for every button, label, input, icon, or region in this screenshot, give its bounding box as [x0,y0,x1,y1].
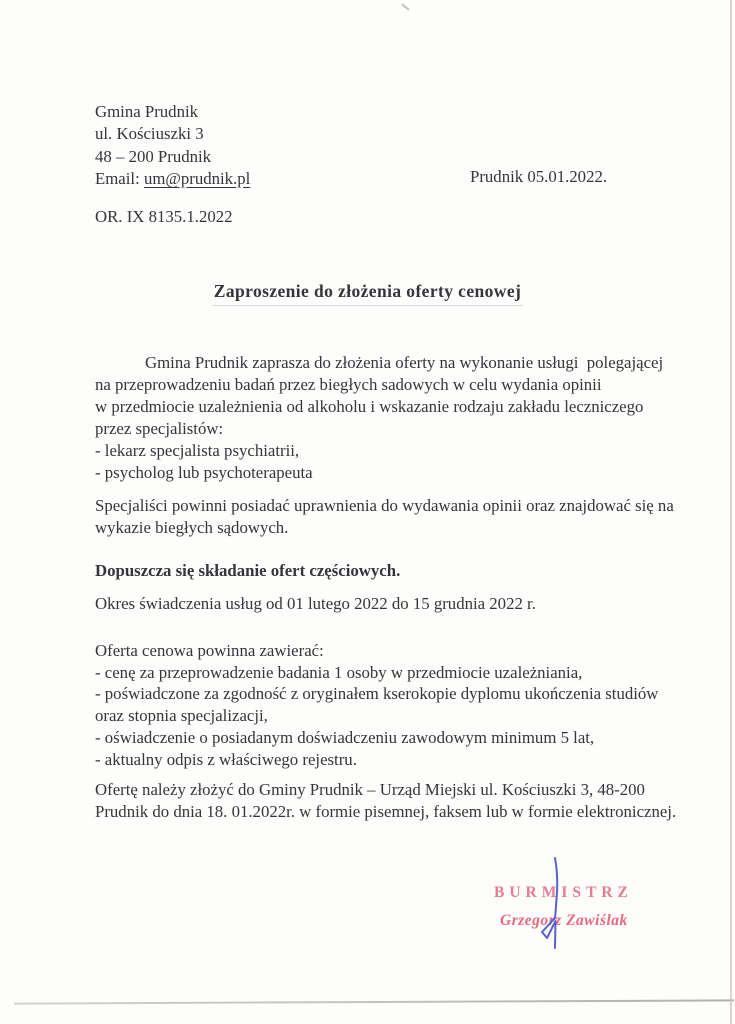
scan-artifact-bottom-edge [14,999,734,1004]
scan-artifact-right-edge [730,0,732,1024]
scan-artifact-tick [401,3,409,10]
stamp-role-title: BURMISTRZ [494,884,633,901]
list-item-specialist: - psycholog lub psychoterapeuta [95,463,313,482]
paragraph-line: Specjaliści powinni posiadać uprawnienia do wydawania opinii oraz znajdować się na [95,496,674,515]
sender-street: ul. Kościuszki 3 [95,124,204,144]
paragraph-line: Prudnik do dnia 18. 01.2022r. w formie pisemnej, faksem lub w formie elektronicznej. [95,802,677,822]
paragraph-submission [95,779,677,823]
reference-number: OR. IX 8135.1.2022 [95,207,233,226]
sender-address-block [95,101,250,190]
title-row [0,281,735,306]
pen-signature-stroke-icon [534,855,576,955]
paragraph-partial-offers [95,560,660,582]
document-title: Zaproszenie do złożenia oferty cenowej [212,281,523,306]
letter-body [95,352,677,823]
paragraph-line: Oferta cenowa powinna zawierać: [95,641,324,660]
stamp-signer-name: Grzegorz Zawiślak [500,912,628,929]
sender-city: 48 – 200 Prudnik [95,146,212,166]
list-item-offer-continuation: oraz stopnia specjalizacji, [95,706,268,726]
place-and-date: Prudnik 05.01.2022. [470,167,608,186]
paragraph-line: na przeprowadzeniu badań przez biegłych sadowych w celu wydania opinii [95,375,602,394]
email-address: um@prudnik.pl [143,168,251,188]
sender-email-line [95,168,250,190]
list-item-specialist: - lekarz specjalista psychiatrii, [95,441,300,460]
paragraph-intro [95,352,664,484]
list-item-offer: - poświadczone za zgodność z oryginałem kserokopie dyplomu ukończenia studiów [95,684,659,704]
list-item-offer: - oświadczenie o posiadanym doświadczeniu zawodowym minimum 5 lat, [95,727,595,747]
email-label: Email: [95,168,144,188]
paragraph-line: wykazie biegłych sądowych. [95,518,289,537]
list-item-offer: - aktualny odpis z właściwego rejestru. [95,749,357,769]
bold-statement: Dopuszcza się składanie ofert częściowych. [95,561,401,580]
paragraph-requirements [95,495,674,539]
paragraph-offer-content [95,640,660,770]
paragraph-line: Ofertę należy złożyć do Gminy Prudnik – Urząd Miejski ul. Kościuszki 3, 48-200 [95,780,645,800]
paragraph-line: Okres świadczenia usług od 01 lutego 2022 do 15 grudnia 2022 r. [95,594,536,613]
paragraph-line: przez specjalistów: [95,419,224,438]
paragraph-line: w przedmiocie uzależnienia od alkoholu i wskazanie rodzaju zakładu leczniczego [95,397,644,416]
paragraph-line: Gmina Prudnik zaprasza do złożenia oferty na wykonanie usługi polegającej [145,353,664,372]
list-item-offer: - cenę za przeprowadzenie badania 1 osoby w przedmiocie uzależniania, [95,662,583,682]
sender-name: Gmina Prudnik [95,102,199,121]
paragraph-service-period [95,593,660,615]
